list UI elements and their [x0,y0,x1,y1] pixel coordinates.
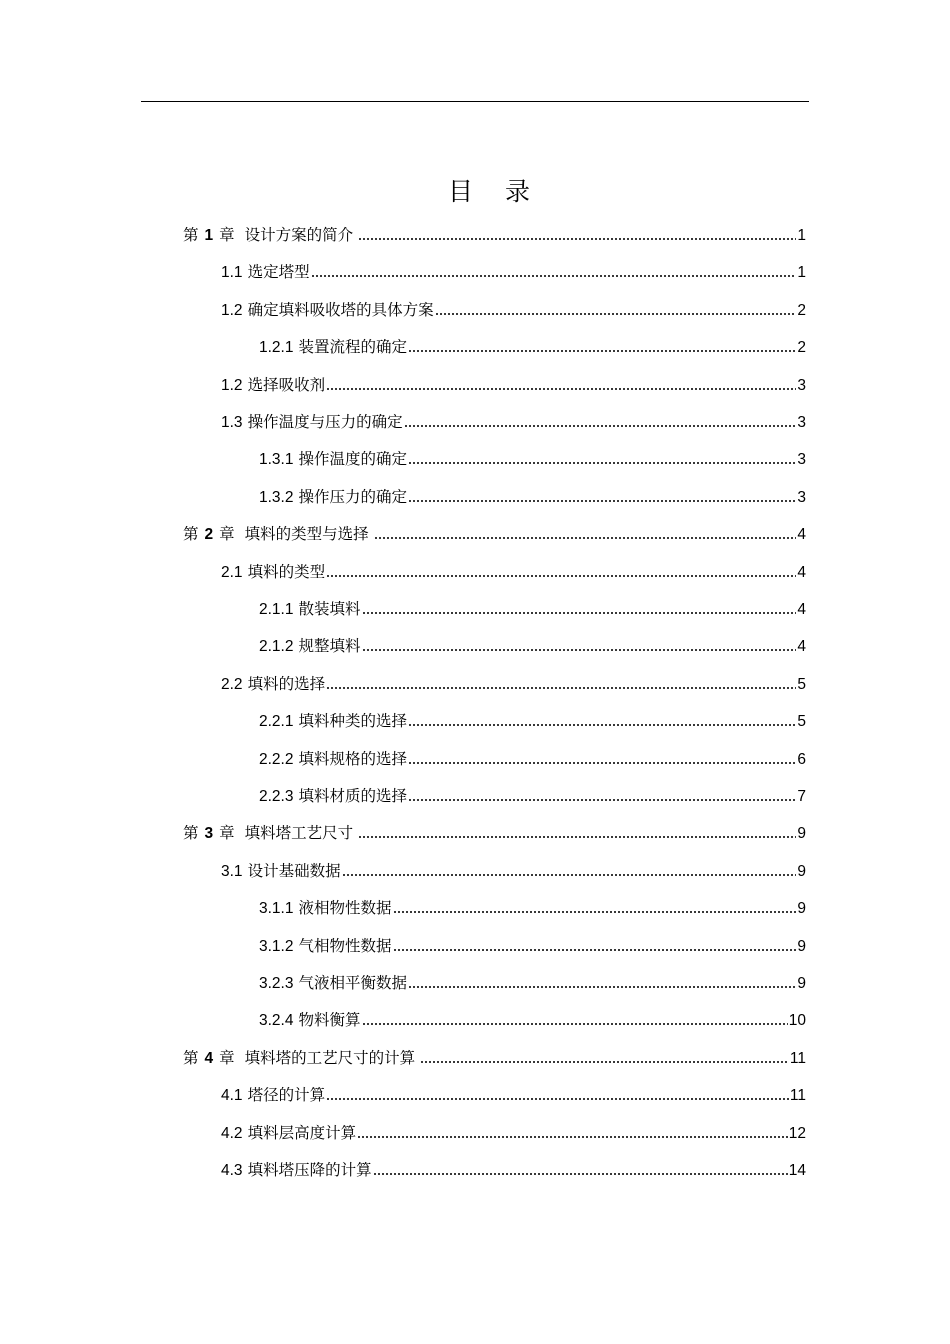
toc-section-number: 1.1 [221,264,243,282]
toc-entry-label [183,524,373,545]
toc-entry[interactable] [221,671,806,695]
toc-entry[interactable] [259,446,806,470]
toc-dot-leader [373,1172,788,1176]
toc-entry[interactable] [259,783,806,807]
toc-entry-label [221,1085,325,1106]
toc-page-number: 1 [797,227,806,244]
toc-section-number: 4.1 [221,1087,243,1105]
toc-page-number: 7 [797,788,806,805]
toc-dot-leader [408,761,796,765]
toc-entry-title: 设计基础数据 [247,861,341,880]
toc-entry-title: 填料的类型 [247,562,326,581]
toc-entry-label [259,749,407,770]
toc-entry-label [259,1010,361,1031]
toc-dot-leader [358,237,796,241]
toc-entry-title: 填料种类的选择 [298,712,407,731]
toc-page-number: 9 [797,862,806,880]
toc-section-number: 2.1.2 [259,638,294,656]
toc-dot-leader [393,948,797,952]
toc-entry[interactable] [259,933,806,957]
toc-page-number: 4 [797,526,806,544]
toc-chapter-prefix: 第 [183,1048,199,1067]
toc-entry[interactable] [221,1082,806,1106]
toc-page-number: 2 [797,301,806,319]
toc-section-number: 1.2.1 [259,339,294,357]
toc-entry-title: 填料的选择 [247,674,326,693]
toc-dot-leader [435,312,797,316]
toc-page-number: 4 [797,601,806,618]
toc-entry-title: 操作温度与压力的确定 [247,413,403,431]
toc-entry[interactable] [221,1157,806,1181]
toc-page-number: 11 [789,1087,806,1105]
toc-section-number: 2.2.1 [259,713,294,731]
toc-chapter-number: 1 [204,227,214,244]
toc-dot-leader [362,648,797,652]
toc-page-number: 5 [797,713,806,731]
toc-dot-leader [357,1135,788,1139]
toc-chapter-number: 2 [204,526,214,544]
toc-entry[interactable] [259,1007,806,1031]
toc-dot-leader [408,798,796,802]
toc-page-number: 10 [788,1012,806,1030]
toc-entry[interactable] [221,259,806,283]
toc-section-number: 1.2 [221,301,243,319]
toc-entry-label [221,300,434,321]
toc-entry-label [221,1123,356,1144]
toc-entry[interactable] [221,1120,806,1144]
toc-page-number: 14 [788,1162,806,1179]
toc-entry[interactable] [221,559,806,583]
toc-dot-leader [408,723,796,727]
toc-entry-title: 物料衡算 [298,1011,361,1030]
toc-entry-title: 填料规格的选择 [298,749,407,768]
toc-page-number: 4 [797,638,806,656]
toc-section-number: 2.2 [221,675,243,693]
header-rule [141,101,809,102]
toc-section-number: 1.2 [221,376,243,394]
toc-page-number: 3 [797,488,806,506]
toc-page-number: 6 [797,750,806,768]
toc-entry[interactable] [259,484,806,508]
toc-chapter-prefix: 第 [183,226,199,244]
toc-section-number: 3.1.1 [259,900,294,918]
toc-entry-label [183,225,357,246]
toc-entry-title: 塔径的计算 [247,1086,326,1105]
toc-entry-label [259,449,407,470]
toc-dot-leader [326,387,796,391]
toc-dot-leader [393,910,797,914]
toc-entry-title: 气液相平衡数据 [298,974,407,992]
toc-entry-label [259,898,392,919]
toc-title: 目 录 [448,177,542,206]
toc-chapter-suffix: 章 [219,525,235,544]
toc-entry-label [259,599,361,620]
toc-dot-leader [311,274,797,278]
toc-entry-label [221,674,325,695]
toc-dot-leader [374,536,797,540]
toc-page-number: 11 [789,1049,806,1067]
toc-entry-title: 散装填料 [298,600,361,618]
toc-entry-title: 填料塔压降的计算 [247,1161,372,1179]
toc-dot-leader [408,349,796,353]
toc-entry[interactable] [183,1045,806,1069]
toc-dot-leader [408,499,796,503]
toc-page-number: 2 [797,339,806,357]
toc-entry[interactable] [183,521,806,545]
toc-page-number: 3 [797,376,806,394]
toc-entry-title: 选择吸收剂 [247,375,326,394]
toc-chapter-suffix: 章 [219,1048,235,1067]
toc-entry-label [259,487,407,508]
toc-dot-leader [326,574,796,578]
toc-section-number: 2.2.2 [259,750,294,768]
toc-entry-title: 填料塔的工艺尺寸的计算 [244,1048,416,1067]
toc-page-number: 9 [797,900,806,918]
toc-dot-leader [420,1060,789,1064]
toc-entry-label [221,375,325,396]
toc-entry[interactable] [221,372,806,396]
toc-dot-leader [342,873,797,877]
toc-entry-label [259,636,361,657]
toc-page-number: 9 [797,937,806,955]
toc-entry-label [221,1160,372,1181]
toc-entry-label [259,936,392,957]
toc-dot-leader [408,985,796,989]
toc-entry-label [259,337,407,358]
toc-entry[interactable] [183,820,806,844]
toc-entry-label [183,1048,419,1069]
toc-entry-title: 设计方案的简介 [244,226,354,244]
toc-dot-leader [326,1097,789,1101]
toc-entry-title: 填料塔工艺尺寸 [244,824,354,843]
toc-section-number: 1.3.1 [259,451,294,469]
toc-entry[interactable] [183,222,806,246]
toc-entry-title: 规整填料 [298,637,361,656]
toc-section-number: 1.3.2 [259,488,294,506]
toc-dot-leader [404,424,797,428]
toc-dot-leader [362,611,797,615]
toc-entry-label [259,786,407,807]
toc-page-number: 1 [797,264,806,282]
toc-page-number: 9 [797,825,806,843]
toc-entry[interactable] [221,858,806,882]
toc-entry-title: 装置流程的确定 [298,338,407,357]
toc-entry-title: 气相物性数据 [298,936,392,955]
toc-page-number: 4 [797,563,806,581]
toc-entry-title: 选定塔型 [247,263,310,282]
toc-chapter-suffix: 章 [219,226,235,244]
toc-entry-title: 操作温度的确定 [298,450,407,469]
toc-section-number: 4.2 [221,1124,243,1142]
toc-entry[interactable] [221,297,806,321]
toc-entry[interactable] [259,895,806,919]
toc-dot-leader [362,1022,788,1026]
toc-entry-title: 填料的类型与选择 [244,525,369,544]
toc-entry-title: 填料层高度计算 [247,1123,357,1142]
toc-entry-label [259,711,407,732]
toc-entry[interactable] [259,334,806,358]
toc-section-number: 1.3 [221,414,243,431]
toc-entry[interactable] [259,708,806,732]
toc-entry-label [221,562,325,583]
toc-section-number: 3.2.3 [259,975,294,992]
toc-entry-title: 确定填料吸收塔的具体方案 [247,300,434,319]
toc-dot-leader [408,461,796,465]
toc-entry-label [221,861,341,882]
toc-section-number: 2.2.3 [259,788,294,805]
toc-entry[interactable] [259,633,806,657]
toc-entry-title: 操作压力的确定 [298,487,407,506]
toc-page-number: 12 [788,1124,806,1142]
toc-dot-leader [326,686,796,690]
toc-entry[interactable] [259,970,806,994]
toc-chapter-number: 4 [204,1049,214,1067]
toc-chapter-prefix: 第 [183,824,199,843]
toc-entry[interactable] [259,596,806,620]
toc-section-number: 4.3 [221,1162,243,1179]
toc-entry-label [221,262,310,283]
toc-entry[interactable] [259,746,806,770]
toc-entry-title: 液相物性数据 [298,899,392,918]
toc-chapter-suffix: 章 [219,824,235,843]
toc-entry-title: 填料材质的选择 [298,787,407,805]
toc-section-number: 3.1.2 [259,937,294,955]
toc-entry-label [183,823,357,844]
toc-page-number: 3 [797,451,806,469]
toc-entry-label [221,412,403,433]
toc-entry-label [259,973,407,994]
toc-section-number: 2.1.1 [259,601,294,618]
toc-section-number: 2.1 [221,563,243,581]
toc-section-number: 3.2.4 [259,1012,294,1030]
toc-entry[interactable] [221,409,806,433]
toc-section-number: 3.1 [221,862,243,880]
toc-page-number: 5 [797,675,806,693]
toc-dot-leader [358,835,796,839]
toc-chapter-prefix: 第 [183,525,199,544]
toc-page-number: 9 [797,975,806,992]
toc-chapter-number: 3 [204,825,214,843]
toc-page-number: 3 [797,414,806,431]
